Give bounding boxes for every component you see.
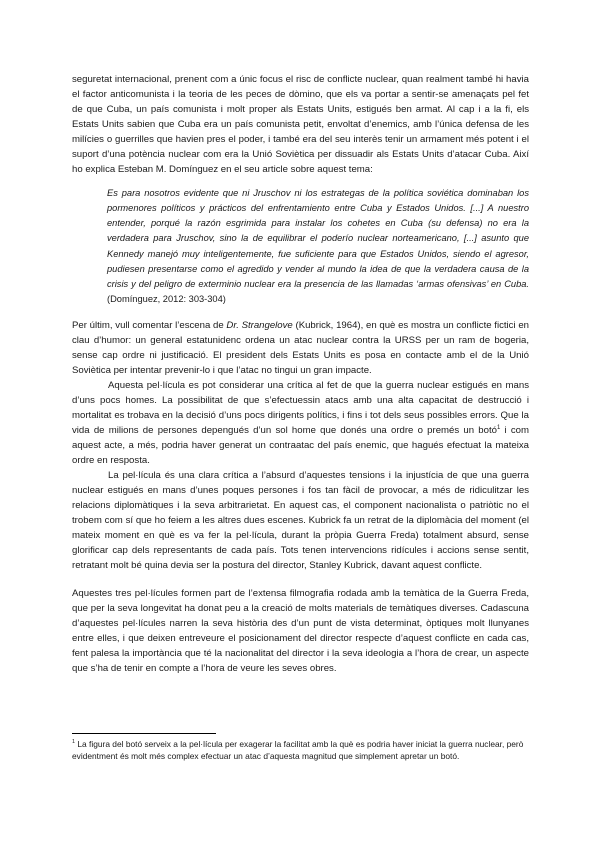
paragraph-4-start: Aquesta pel·lícula es pot considerar una crítica al fet de que la guerra nuclear estigués en mans d’uns pocs homes. La possibilitat de que s’efectuessin atacs amb una alta capacitat de destrucció i mortalitat es trobava en la decisió d’uns pocs dirigents polítics, i fins i tot dels seus possibles errors. Que la vida de milions de persones depengués d’un sol home que donés una ordre o premés un botó — [72, 379, 529, 437]
paragraph-1: seguretat internacional, prenent com a únic focus el risc de conflicte nuclear, quan realment també hi havia el factor anticomunista i la teoria de les peces de dòmino, que els va portar a sentir-se amenaçats pel fet de que Cuba, un país comunista i molt proper als Estats Units, estigués ben armat. Al cap i a la fi, els Estats Units sabien que Cuba era un país comunista petit, envoltat d’enemics, amb l’única defensa de les milícies o guerrilles que havien pres el poder, i també era del seu interès tenir un armament més potent i el suport d’una potència nuclear com era la Unió Soviètica per dissuadir als Estats Units d’atacar Cuba. Així ho explica Esteban M. Domínguez en el seu article sobre aquest tema: — [72, 74, 529, 176]
paragraph-3-rest: (Kubrick, 1964), en què es mostra un conflicte fictici en clau d’humor: un general estatunidenc ordena un atac nuclear contra la URSS per un ram de bogeria, sense cap ordre ni justificació. El president dels Estats Units es posa en contacte amb el de la Unió Soviètica per intentar prevenir-lo i que l’atac no tingui un gran impacte. — [72, 319, 529, 376]
document-body — [72, 72, 529, 676]
footnote-reference[interactable]: 1 — [496, 424, 501, 431]
paragraph-6: Aquestes tres pel·lícules formen part de l’extensa filmografia rodada amb la temàtica de la Guerra Freda, que per la seva longevitat ha donat peu a la creació de molts materials de temàtiques diverses. Cadascuna d’aquestes pel·lícules narren la seva història des d’un punt de vista determinat, òptiques molt llunyanes entre elles, i que deixen entreveure el posicionament del director respecte d’aquest conflicte en cada cas, fent palesa la importància que té la nacionalitat del director i la seva ideologia a l’hora de crear, un aspecte que s’ha de tenir en compte a l’hora de veure les seves obres. — [72, 587, 529, 674]
paragraph-5: La pel·lícula és una clara crítica a l’absurd d’aquestes tensions i la injustícia de que una guerra nuclear estigués en mans d’unes poques persones i fos tan fàcil de provocar, a més de ridiculitzar les relacions diplomàtiques i la seva arbitrarietat. En aquest cas, el component nacionalista o patriòtic no el trobem com sí que ho feiem a les altres dues escenes. Kubrick fa un retrat de la diplomàcia del moment (el mateix moment en què es va fer la pel·lícula, durant la pròpia Guerra Freda) totalment absurd, sense glorificar cap dels representants de cada país. Tots tenen intervencions ridícules i accions sense sentit, retratant molt bé quina devia ser la postura del director, Stanley Kubrick, davant aquest conflicte. — [72, 470, 529, 572]
footnote-text: La figura del botó serveix a la pel·lícula per exagerar la facilitat amb la què es podria haver iniciat la guerra nuclear, però evidentment és molt més complex efectuar un atac d’aquesta magnitud que simplement apretar un botó. — [72, 739, 524, 762]
footnote-number: 1 — [72, 739, 76, 746]
quote-text: Es para nosotros evidente que ni Jruschov ni los estrategas de la política soviética dominaban los pormenores políticos y prácticos del enfrentamiento entre Cuba y Estados Unidos. [...] A nuestro entender, porqué la razón esgrimida para instalar los cohetes en Cuba (su defensa) no era la verdadera para Jruschov, sino la de equilibrar el poderío nuclear norteamericano, [...] asunto que Kennedy manejó muy inteligentemente, fue suficiente para que Estados Unidos, siendo el agresor, pudiesen presentarse como el agredido y vender al mundo la idea de que la verdadera causa de la crisis y del peligro de exterminio nuclear era la presencia de las llamadas ‘armas ofensivas’ en Cuba. — [107, 188, 529, 289]
paragraph-4 — [72, 378, 529, 468]
footnote-separator — [72, 733, 216, 734]
film-title: Dr. Strangelove — [226, 319, 293, 331]
paragraph-3 — [72, 318, 529, 378]
paragraph-4-end: i com aquest acte, a més, podria haver generat un contraatac del país enemic, que hagués efectuat la mateixa ordre en resposta. — [72, 425, 530, 467]
footnote — [72, 738, 529, 762]
paragraph-3-intro: Per últim, vull comentar l’escena de — [72, 319, 224, 331]
quote-citation: (Domínguez, 2012: 303-304) — [107, 293, 226, 304]
block-quote — [107, 186, 529, 306]
